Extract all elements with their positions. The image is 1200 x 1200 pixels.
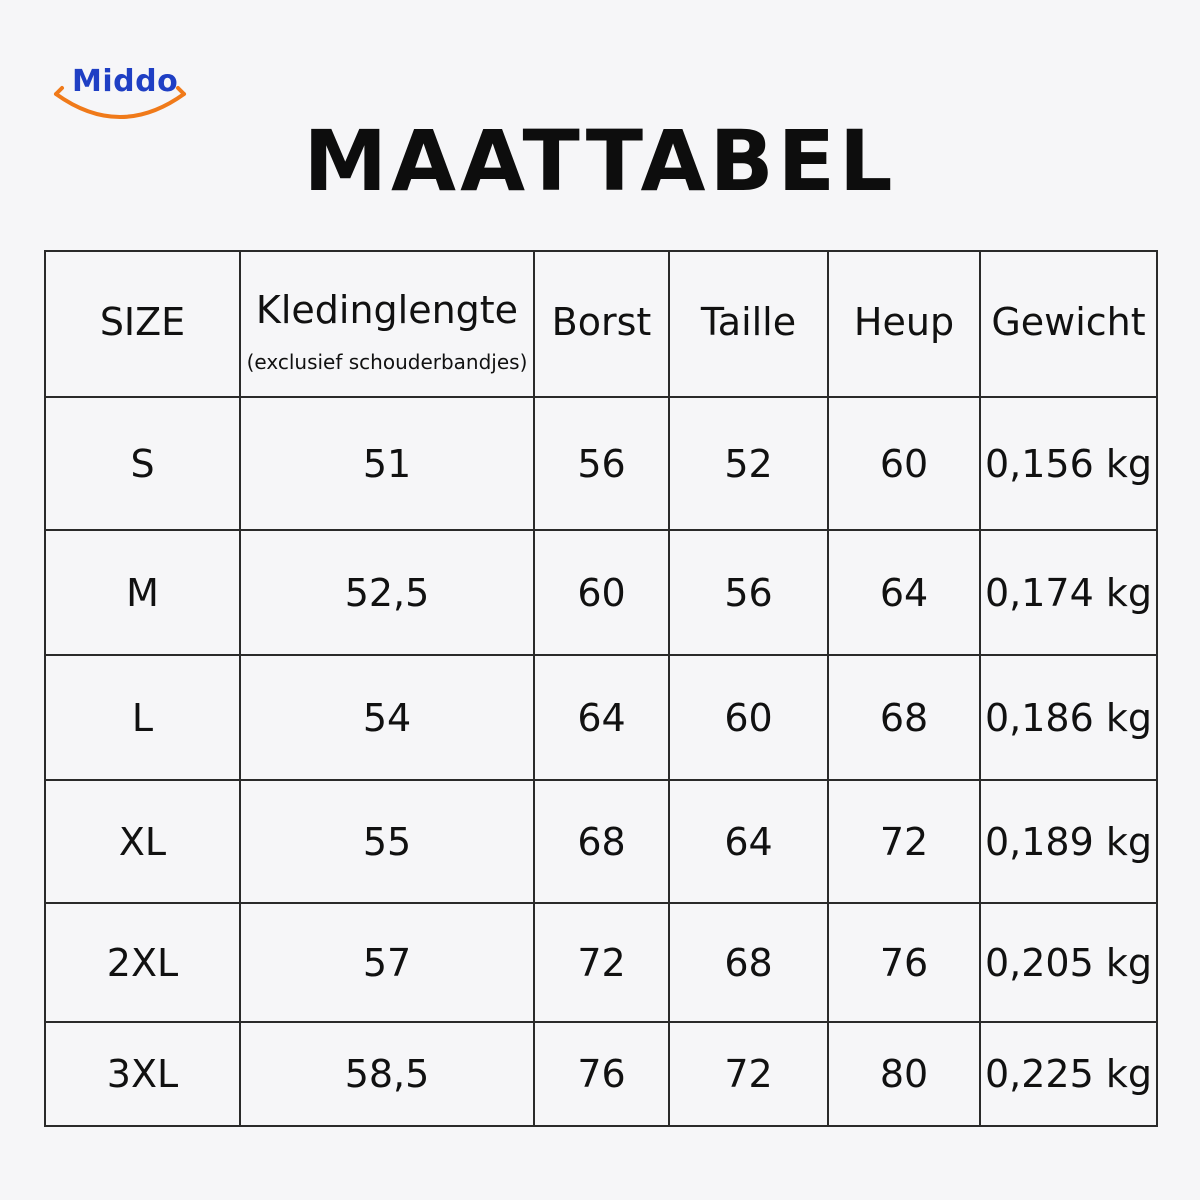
cell-chest: 60	[534, 530, 669, 655]
cell-hip: 76	[828, 903, 980, 1022]
table-row	[45, 903, 1157, 1022]
cell-length: 58,5	[240, 1022, 534, 1126]
cell-length: 52,5	[240, 530, 534, 655]
header-size: SIZE	[45, 251, 240, 397]
table-row	[45, 655, 1157, 780]
cell-weight: 0,225 kg	[980, 1022, 1157, 1126]
cell-size: M	[45, 530, 240, 655]
header-chest: Borst	[534, 251, 669, 397]
cell-waist: 64	[669, 780, 828, 903]
cell-size: XL	[45, 780, 240, 903]
cell-chest: 68	[534, 780, 669, 903]
cell-hip: 72	[828, 780, 980, 903]
header-waist: Taille	[669, 251, 828, 397]
cell-length: 57	[240, 903, 534, 1022]
cell-waist: 56	[669, 530, 828, 655]
cell-hip: 80	[828, 1022, 980, 1126]
table-row	[45, 530, 1157, 655]
cell-waist: 72	[669, 1022, 828, 1126]
logo-text: Middo	[72, 64, 179, 99]
cell-hip: 60	[828, 397, 980, 530]
cell-size: 2XL	[45, 903, 240, 1022]
cell-chest: 76	[534, 1022, 669, 1126]
cell-chest: 72	[534, 903, 669, 1022]
table-header-row	[45, 251, 1157, 397]
cell-length: 54	[240, 655, 534, 780]
header-length-note: (exclusief schouderbandjes)	[246, 350, 528, 374]
cell-size: 3XL	[45, 1022, 240, 1126]
cell-waist: 52	[669, 397, 828, 530]
cell-length: 55	[240, 780, 534, 903]
cell-hip: 64	[828, 530, 980, 655]
page-title: MAATTABEL	[303, 112, 897, 210]
header-hip: Heup	[828, 251, 980, 397]
cell-chest: 64	[534, 655, 669, 780]
header-weight: Gewicht	[980, 251, 1157, 397]
cell-weight: 0,189 kg	[980, 780, 1157, 903]
size-chart-table	[44, 250, 1158, 1127]
header-length-label: Kledinglengte	[255, 288, 519, 332]
cell-chest: 56	[534, 397, 669, 530]
header-length	[240, 251, 534, 397]
cell-size: S	[45, 397, 240, 530]
table-row	[45, 780, 1157, 903]
cell-waist: 60	[669, 655, 828, 780]
cell-waist: 68	[669, 903, 828, 1022]
cell-size: L	[45, 655, 240, 780]
cell-weight: 0,156 kg	[980, 397, 1157, 530]
table-row	[45, 397, 1157, 530]
cell-weight: 0,186 kg	[980, 655, 1157, 780]
cell-weight: 0,205 kg	[980, 903, 1157, 1022]
table-row	[45, 1022, 1157, 1126]
cell-hip: 68	[828, 655, 980, 780]
cell-length: 51	[240, 397, 534, 530]
cell-weight: 0,174 kg	[980, 530, 1157, 655]
